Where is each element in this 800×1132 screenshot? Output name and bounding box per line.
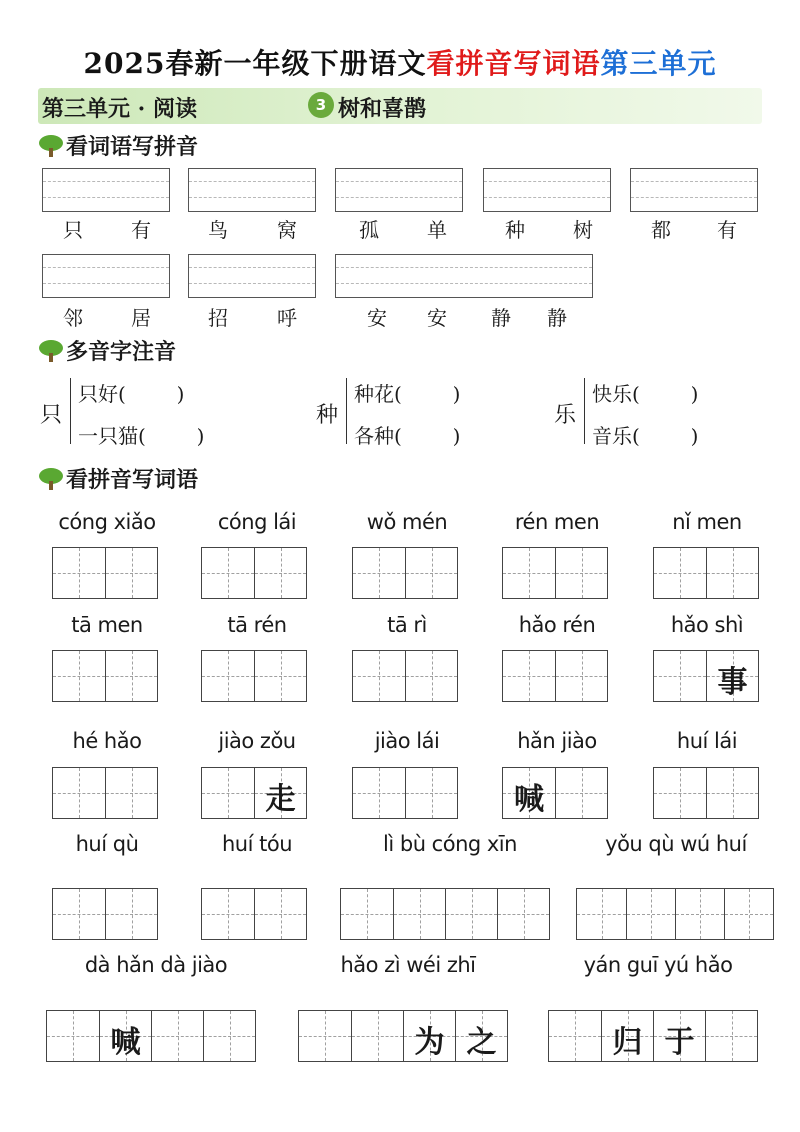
- grid-cell[interactable]: [53, 889, 105, 939]
- grid-cell[interactable]: [626, 889, 675, 939]
- brace: [584, 378, 585, 444]
- tree-icon: [38, 134, 64, 158]
- grid-cell[interactable]: [455, 1011, 507, 1061]
- grid-cell[interactable]: [706, 548, 758, 598]
- polyphonic-item[interactable]: 各种( ): [354, 424, 461, 448]
- grid-cell[interactable]: [105, 548, 157, 598]
- section-heading-polyphonic: 多音字注音: [66, 339, 177, 365]
- grid-cell[interactable]: [53, 548, 105, 598]
- tianzi-grid[interactable]: [576, 888, 774, 940]
- pinyin-label: lì bù cóng xīn: [383, 832, 517, 856]
- polyphonic-item[interactable]: 音乐( ): [592, 424, 699, 448]
- title-part-task: 看拼音写词语: [426, 47, 601, 80]
- tianzi-grid[interactable]: [653, 767, 759, 819]
- tree-icon: [38, 467, 64, 491]
- grid-cell[interactable]: [403, 1011, 455, 1061]
- grid-cell[interactable]: [654, 548, 706, 598]
- word-char: 招: [208, 306, 228, 330]
- pinyin-label: tā rén: [227, 613, 287, 637]
- pinyin-label: hǎo rén: [518, 613, 596, 637]
- pinyin-label: cóng xiǎo: [58, 510, 156, 534]
- pinyin-label: hǎn jiào: [517, 729, 597, 753]
- pinyin-label: tā men: [71, 613, 143, 637]
- brace: [346, 378, 347, 444]
- tianzi-grid[interactable]: [502, 547, 608, 599]
- grid-cell[interactable]: [653, 1011, 705, 1061]
- grid-cell[interactable]: [353, 548, 405, 598]
- grid-cell[interactable]: [503, 651, 555, 701]
- word-char: 单: [427, 218, 447, 242]
- grid-cell[interactable]: [497, 889, 549, 939]
- section-heading-words-to-pinyin: 看词语写拼音: [66, 134, 199, 160]
- grid-cell[interactable]: [555, 768, 607, 818]
- grid-cell[interactable]: [705, 1011, 757, 1061]
- grid-cell[interactable]: [202, 651, 254, 701]
- tianzi-grid[interactable]: [201, 888, 307, 940]
- grid-cell[interactable]: [254, 651, 306, 701]
- pinyin-label: huí qù: [75, 832, 139, 856]
- tree-icon: [38, 339, 64, 363]
- given-char: 喊: [110, 1025, 141, 1060]
- tianzi-grid[interactable]: [352, 547, 458, 599]
- word-char: 种: [505, 218, 525, 242]
- polyphonic-item[interactable]: 只好( ): [78, 382, 185, 406]
- grid-cell[interactable]: [405, 651, 457, 701]
- polyphonic-char: 种: [316, 403, 339, 428]
- pinyin-answer-box[interactable]: [188, 168, 316, 212]
- pinyin-label: yán guī yú hǎo: [583, 953, 733, 977]
- pinyin-label: hǎo shì: [670, 613, 744, 637]
- grid-cell[interactable]: [151, 1011, 203, 1061]
- title-part-grade: 2025春新一年级下册语文: [83, 47, 427, 80]
- given-char: 为: [414, 1025, 445, 1060]
- pinyin-answer-box[interactable]: [42, 168, 170, 212]
- pinyin-label: dà hǎn dà jiào: [84, 953, 228, 977]
- grid-cell[interactable]: [99, 1011, 151, 1061]
- tianzi-grid[interactable]: [52, 650, 158, 702]
- tianzi-grid[interactable]: [201, 650, 307, 702]
- word-char: 都: [651, 218, 671, 242]
- tianzi-grid[interactable]: [52, 767, 158, 819]
- grid-cell[interactable]: [105, 768, 157, 818]
- pinyin-answer-box[interactable]: [630, 168, 758, 212]
- tianzi-grid[interactable]: [352, 650, 458, 702]
- tianzi-grid[interactable]: [653, 650, 759, 702]
- polyphonic-item[interactable]: 种花( ): [354, 382, 461, 406]
- page-title: [0, 42, 800, 82]
- grid-cell[interactable]: [601, 1011, 653, 1061]
- word-char: 只: [63, 218, 83, 242]
- tianzi-grid[interactable]: [201, 767, 307, 819]
- pinyin-label: jiào zǒu: [218, 729, 296, 753]
- tianzi-grid[interactable]: [46, 1010, 256, 1062]
- grid-cell[interactable]: [353, 768, 405, 818]
- word-char: 呼: [277, 306, 297, 330]
- grid-cell[interactable]: [254, 889, 306, 939]
- tianzi-grid[interactable]: [502, 767, 608, 819]
- tianzi-grid[interactable]: [201, 547, 307, 599]
- pinyin-label: nǐ men: [672, 510, 742, 534]
- grid-cell[interactable]: [577, 889, 626, 939]
- pinyin-label: wǒ mén: [366, 510, 448, 534]
- pinyin-label: yǒu qù wú huí: [605, 832, 747, 856]
- word-char: 树: [573, 218, 593, 242]
- word-char: 有: [131, 218, 151, 242]
- pinyin-label: huí tóu: [221, 832, 293, 856]
- tianzi-grid[interactable]: [52, 547, 158, 599]
- polyphonic-item[interactable]: 一只猫( ): [78, 424, 205, 448]
- grid-cell[interactable]: [405, 548, 457, 598]
- given-char: 于: [664, 1025, 695, 1060]
- grid-cell[interactable]: [675, 889, 724, 939]
- given-char: 归: [612, 1025, 643, 1060]
- grid-cell[interactable]: [47, 1011, 99, 1061]
- grid-cell[interactable]: [202, 548, 254, 598]
- grid-cell[interactable]: [393, 889, 445, 939]
- grid-cell[interactable]: [555, 548, 607, 598]
- word-char: 鸟: [208, 218, 228, 242]
- tianzi-grid[interactable]: [653, 547, 759, 599]
- given-char: 走: [265, 782, 296, 817]
- grid-cell[interactable]: [654, 651, 706, 701]
- grid-cell[interactable]: [405, 768, 457, 818]
- pinyin-label: hé hǎo: [72, 729, 142, 753]
- pinyin-label: rén men: [514, 510, 600, 534]
- grid-cell[interactable]: [254, 548, 306, 598]
- grid-cell[interactable]: [706, 768, 758, 818]
- grid-cell[interactable]: [503, 768, 555, 818]
- tianzi-grid[interactable]: [52, 888, 158, 940]
- grid-cell[interactable]: [724, 889, 773, 939]
- grid-cell[interactable]: [654, 768, 706, 818]
- pinyin-answer-box[interactable]: [335, 168, 463, 212]
- grid-cell[interactable]: [203, 1011, 255, 1061]
- word-char: 静: [491, 306, 511, 330]
- pinyin-label: tā rì: [387, 613, 427, 637]
- polyphonic-item[interactable]: 快乐( ): [592, 382, 699, 406]
- tianzi-grid[interactable]: [548, 1010, 758, 1062]
- grid-cell[interactable]: [202, 889, 254, 939]
- grid-cell[interactable]: [549, 1011, 601, 1061]
- grid-cell[interactable]: [353, 651, 405, 701]
- tianzi-grid[interactable]: [502, 650, 608, 702]
- grid-cell[interactable]: [254, 768, 306, 818]
- word-char: 安: [367, 306, 387, 330]
- tianzi-grid[interactable]: [340, 888, 550, 940]
- word-char: 窝: [277, 218, 297, 242]
- given-char: 之: [466, 1025, 497, 1060]
- grid-cell[interactable]: [706, 651, 758, 701]
- pinyin-label: jiào lái: [374, 729, 440, 753]
- brace: [70, 378, 71, 444]
- pinyin-label: huí lái: [676, 729, 738, 753]
- grid-cell[interactable]: [299, 1011, 351, 1061]
- pinyin-label: hǎo zì wéi zhī: [340, 953, 476, 977]
- pinyin-answer-box[interactable]: [42, 254, 170, 298]
- lesson-number-icon: 3: [308, 92, 334, 118]
- pinyin-label: cóng lái: [217, 510, 297, 534]
- polyphonic-char: 乐: [554, 403, 577, 428]
- grid-cell[interactable]: [105, 651, 157, 701]
- section-heading-pinyin-to-words: 看拼音写词语: [66, 467, 199, 493]
- grid-cell[interactable]: [351, 1011, 403, 1061]
- word-char: 孤: [359, 218, 379, 242]
- grid-cell[interactable]: [105, 889, 157, 939]
- lesson-title: 树和喜鹊: [338, 96, 427, 122]
- given-char: 喊: [514, 782, 544, 817]
- pinyin-answer-box[interactable]: [483, 168, 611, 212]
- polyphonic-char: 只: [40, 403, 63, 428]
- title-part-unit: 第三单元: [600, 47, 717, 80]
- grid-cell[interactable]: [341, 889, 393, 939]
- word-char: 居: [131, 306, 151, 330]
- grid-cell[interactable]: [503, 548, 555, 598]
- given-char: 事: [717, 665, 748, 700]
- tianzi-grid[interactable]: [352, 767, 458, 819]
- pinyin-answer-box[interactable]: [188, 254, 316, 298]
- grid-cell[interactable]: [53, 768, 105, 818]
- tianzi-grid[interactable]: [298, 1010, 508, 1062]
- word-char: 安: [427, 306, 447, 330]
- grid-cell[interactable]: [445, 889, 497, 939]
- unit-label: 第三单元 · 阅读: [42, 96, 197, 122]
- grid-cell[interactable]: [555, 651, 607, 701]
- word-char: 静: [547, 306, 567, 330]
- word-char: 有: [717, 218, 737, 242]
- pinyin-answer-box[interactable]: [335, 254, 593, 298]
- grid-cell[interactable]: [53, 651, 105, 701]
- word-char: 邻: [63, 306, 83, 330]
- grid-cell[interactable]: [202, 768, 254, 818]
